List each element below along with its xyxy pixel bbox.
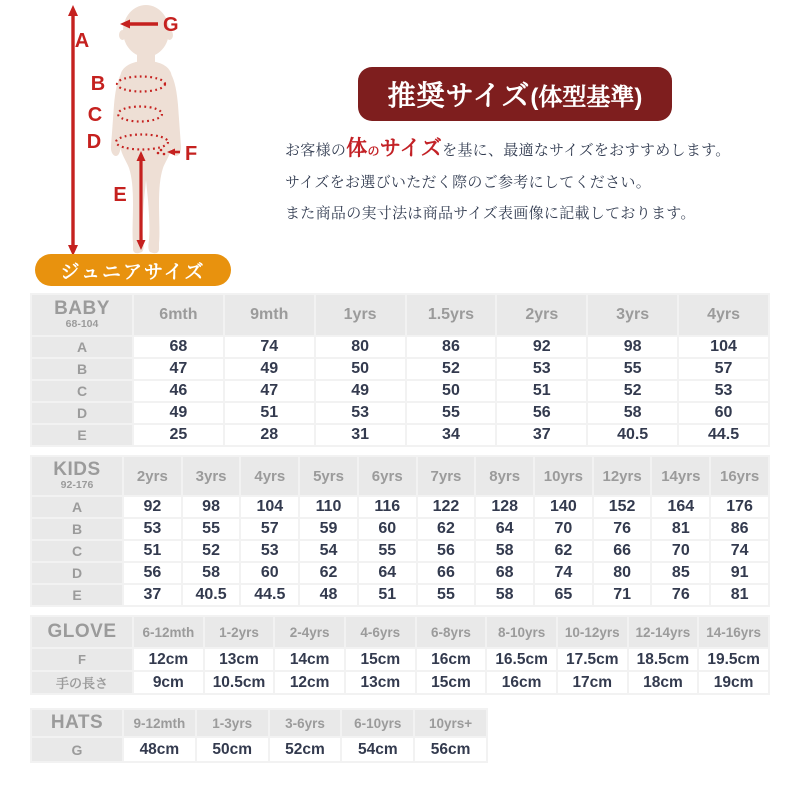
cell-value: 40.5 bbox=[183, 585, 240, 605]
cell-value: 15cm bbox=[417, 672, 486, 693]
cell-value: 92 bbox=[497, 337, 586, 357]
cell-value: 17cm bbox=[558, 672, 627, 693]
cell-value: 66 bbox=[594, 541, 651, 561]
cell-value: 16.5cm bbox=[487, 649, 556, 670]
cell-value: 53 bbox=[124, 519, 181, 539]
cell-value: 9cm bbox=[134, 672, 203, 693]
intro-line-1-em2: サイズ bbox=[379, 137, 443, 160]
cell-value: 44.5 bbox=[241, 585, 298, 605]
cell-value: 50 bbox=[407, 381, 496, 401]
intro-line-1-post: を基に、最適なサイズをおすすめします。 bbox=[442, 142, 731, 159]
cell-value: 53 bbox=[497, 359, 586, 379]
kids-size-table bbox=[30, 455, 770, 607]
column-header: 4yrs bbox=[679, 295, 768, 335]
cell-value: 62 bbox=[535, 541, 592, 561]
cell-value: 64 bbox=[359, 563, 416, 583]
cell-value: 58 bbox=[476, 585, 533, 605]
figure-label-F: F bbox=[185, 143, 198, 165]
cell-value: 16cm bbox=[417, 649, 486, 670]
intro-line-2: サイズをお選びいただく際のご参考にしてください。 bbox=[285, 174, 652, 191]
column-header: 14-16yrs bbox=[699, 617, 768, 647]
cell-value: 71 bbox=[594, 585, 651, 605]
table-title: GLOVE bbox=[47, 621, 117, 643]
table-row bbox=[32, 359, 768, 379]
cell-value: 31 bbox=[316, 425, 405, 445]
table-title-cell bbox=[32, 617, 132, 647]
column-header: 3yrs bbox=[588, 295, 677, 335]
cell-value: 56 bbox=[497, 403, 586, 423]
row-label: B bbox=[32, 519, 122, 539]
cell-value: 16cm bbox=[487, 672, 556, 693]
cell-value: 19.5cm bbox=[699, 649, 768, 670]
cell-value: 140 bbox=[535, 497, 592, 517]
column-header: 5yrs bbox=[300, 457, 357, 495]
table-title-cell bbox=[32, 457, 122, 495]
row-label: E bbox=[32, 585, 122, 605]
column-header: 2yrs bbox=[124, 457, 181, 495]
cell-value: 51 bbox=[497, 381, 586, 401]
cell-value: 49 bbox=[225, 359, 314, 379]
cell-value: 55 bbox=[588, 359, 677, 379]
column-header: 6yrs bbox=[359, 457, 416, 495]
table-row bbox=[32, 337, 768, 357]
cell-value: 74 bbox=[535, 563, 592, 583]
cell-value: 50 bbox=[316, 359, 405, 379]
figure-label-E: E bbox=[113, 184, 127, 206]
column-header: 2yrs bbox=[497, 295, 586, 335]
cell-value: 49 bbox=[134, 403, 223, 423]
cell-value: 176 bbox=[711, 497, 768, 517]
cell-value: 58 bbox=[588, 403, 677, 423]
cell-value: 56cm bbox=[415, 738, 486, 761]
cell-value: 80 bbox=[594, 563, 651, 583]
cell-value: 55 bbox=[418, 585, 475, 605]
intro-line-1-mid: の bbox=[367, 144, 380, 158]
column-header: 4yrs bbox=[241, 457, 298, 495]
column-header: 16yrs bbox=[711, 457, 768, 495]
cell-value: 50cm bbox=[197, 738, 268, 761]
cell-value: 81 bbox=[652, 519, 709, 539]
column-header: 9-12mth bbox=[124, 710, 195, 736]
cell-value: 76 bbox=[594, 519, 651, 539]
cell-value: 56 bbox=[418, 541, 475, 561]
table-title: KIDS bbox=[53, 459, 101, 481]
cell-value: 55 bbox=[359, 541, 416, 561]
cell-value: 52 bbox=[183, 541, 240, 561]
table-title: HATS bbox=[50, 712, 104, 734]
cell-value: 25 bbox=[134, 425, 223, 445]
table-row bbox=[32, 425, 768, 445]
cell-value: 55 bbox=[183, 519, 240, 539]
cell-value: 46 bbox=[134, 381, 223, 401]
row-label: E bbox=[32, 425, 132, 445]
hats-size-table bbox=[30, 708, 488, 763]
cell-value: 122 bbox=[418, 497, 475, 517]
cell-value: 74 bbox=[225, 337, 314, 357]
row-label: D bbox=[32, 563, 122, 583]
column-header: 7yrs bbox=[418, 457, 475, 495]
cell-value: 40.5 bbox=[588, 425, 677, 445]
cell-value: 57 bbox=[241, 519, 298, 539]
cell-value: 51 bbox=[359, 585, 416, 605]
column-header: 3yrs bbox=[183, 457, 240, 495]
column-header: 1-2yrs bbox=[205, 617, 274, 647]
cell-value: 14cm bbox=[275, 649, 344, 670]
row-label: 手の長さ bbox=[32, 672, 132, 693]
column-header: 8-10yrs bbox=[487, 617, 556, 647]
cell-value: 59 bbox=[300, 519, 357, 539]
cell-value: 53 bbox=[241, 541, 298, 561]
table-header-row bbox=[32, 457, 768, 495]
cell-value: 12cm bbox=[134, 649, 203, 670]
cell-value: 128 bbox=[476, 497, 533, 517]
cell-value: 52 bbox=[588, 381, 677, 401]
table-row bbox=[32, 738, 486, 761]
figure-label-A: A bbox=[74, 30, 90, 52]
figure-label-D: D bbox=[86, 131, 102, 153]
column-header: 14yrs bbox=[652, 457, 709, 495]
cell-value: 110 bbox=[300, 497, 357, 517]
cell-value: 62 bbox=[300, 563, 357, 583]
cell-value: 18cm bbox=[629, 672, 698, 693]
cell-value: 65 bbox=[535, 585, 592, 605]
cell-value: 70 bbox=[535, 519, 592, 539]
cell-value: 54 bbox=[300, 541, 357, 561]
figure-label-B: B bbox=[90, 73, 106, 95]
table-row bbox=[32, 563, 768, 583]
figure-label-G: G bbox=[163, 14, 179, 36]
page-title: 推奨サイズ bbox=[387, 80, 531, 111]
table-header-row bbox=[32, 710, 486, 736]
column-header: 10yrs bbox=[535, 457, 592, 495]
cell-value: 51 bbox=[225, 403, 314, 423]
cell-value: 104 bbox=[241, 497, 298, 517]
column-header: 2-4yrs bbox=[275, 617, 344, 647]
cell-value: 70 bbox=[652, 541, 709, 561]
cell-value: 81 bbox=[711, 585, 768, 605]
cell-value: 116 bbox=[359, 497, 416, 517]
cell-value: 57 bbox=[679, 359, 768, 379]
cell-value: 60 bbox=[679, 403, 768, 423]
column-header: 6mth bbox=[134, 295, 223, 335]
table-header-row bbox=[32, 295, 768, 335]
cell-value: 98 bbox=[183, 497, 240, 517]
column-header: 9mth bbox=[225, 295, 314, 335]
cell-value: 51 bbox=[124, 541, 181, 561]
cell-value: 68 bbox=[134, 337, 223, 357]
cell-value: 80 bbox=[316, 337, 405, 357]
table-title-cell bbox=[32, 710, 122, 736]
cell-value: 49 bbox=[316, 381, 405, 401]
cell-value: 52 bbox=[407, 359, 496, 379]
cell-value: 58 bbox=[183, 563, 240, 583]
cell-value: 66 bbox=[418, 563, 475, 583]
column-header: 8yrs bbox=[476, 457, 533, 495]
intro-line-3: また商品の実寸法は商品サイズ表画像に記載しております。 bbox=[285, 205, 696, 222]
cell-value: 56 bbox=[124, 563, 181, 583]
intro-line-1-em1: 体 bbox=[346, 137, 368, 160]
cell-value: 104 bbox=[679, 337, 768, 357]
intro-line-1-pre: お客様の bbox=[285, 142, 347, 159]
cell-value: 152 bbox=[594, 497, 651, 517]
cell-value: 85 bbox=[652, 563, 709, 583]
table-title-cell bbox=[32, 295, 132, 335]
row-label: F bbox=[32, 649, 132, 670]
title-banner bbox=[358, 67, 672, 121]
intro-text bbox=[285, 133, 755, 229]
row-label: B bbox=[32, 359, 132, 379]
column-header: 12-14yrs bbox=[629, 617, 698, 647]
table-range: 68-104 bbox=[65, 318, 99, 331]
cell-value: 55 bbox=[407, 403, 496, 423]
baby-size-table bbox=[30, 293, 770, 447]
column-header: 6-10yrs bbox=[342, 710, 413, 736]
cell-value: 19cm bbox=[699, 672, 768, 693]
cell-value: 60 bbox=[241, 563, 298, 583]
table-title: BABY bbox=[54, 298, 110, 320]
child-silhouette bbox=[111, 5, 181, 253]
cell-value: 28 bbox=[225, 425, 314, 445]
row-label: D bbox=[32, 403, 132, 423]
cell-value: 54cm bbox=[342, 738, 413, 761]
cell-value: 64 bbox=[476, 519, 533, 539]
table-range: 92-176 bbox=[60, 479, 94, 492]
glove-size-table bbox=[30, 615, 770, 695]
table-row bbox=[32, 381, 768, 401]
table-row bbox=[32, 649, 768, 670]
cell-value: 17.5cm bbox=[558, 649, 627, 670]
column-header: 12yrs bbox=[594, 457, 651, 495]
cell-value: 15cm bbox=[346, 649, 415, 670]
cell-value: 76 bbox=[652, 585, 709, 605]
cell-value: 47 bbox=[134, 359, 223, 379]
cell-value: 52cm bbox=[270, 738, 341, 761]
column-header: 6-8yrs bbox=[417, 617, 486, 647]
cell-value: 91 bbox=[711, 563, 768, 583]
column-header: 4-6yrs bbox=[346, 617, 415, 647]
cell-value: 92 bbox=[124, 497, 181, 517]
row-label: C bbox=[32, 541, 122, 561]
figure-label-C: C bbox=[87, 104, 103, 126]
cell-value: 53 bbox=[316, 403, 405, 423]
cell-value: 47 bbox=[225, 381, 314, 401]
cell-value: 60 bbox=[359, 519, 416, 539]
column-header: 1-3yrs bbox=[197, 710, 268, 736]
table-row bbox=[32, 585, 768, 605]
column-header: 3-6yrs bbox=[270, 710, 341, 736]
page-title-suffix: (体型基準) bbox=[530, 83, 643, 111]
cell-value: 13cm bbox=[346, 672, 415, 693]
cell-value: 98 bbox=[588, 337, 677, 357]
cell-value: 18.5cm bbox=[629, 649, 698, 670]
column-header: 1yrs bbox=[316, 295, 405, 335]
column-header: 6-12mth bbox=[134, 617, 203, 647]
table-row bbox=[32, 403, 768, 423]
cell-value: 10.5cm bbox=[205, 672, 274, 693]
junior-size-button[interactable]: ジュニアサイズ bbox=[35, 254, 231, 286]
table-row bbox=[32, 672, 768, 693]
cell-value: 86 bbox=[407, 337, 496, 357]
cell-value: 62 bbox=[418, 519, 475, 539]
cell-value: 48 bbox=[300, 585, 357, 605]
body-measurement-diagram bbox=[30, 0, 250, 262]
table-row bbox=[32, 519, 768, 539]
cell-value: 37 bbox=[124, 585, 181, 605]
cell-value: 74 bbox=[711, 541, 768, 561]
cell-value: 48cm bbox=[124, 738, 195, 761]
table-header-row bbox=[32, 617, 768, 647]
table-row bbox=[32, 497, 768, 517]
column-header: 10-12yrs bbox=[558, 617, 627, 647]
column-header: 10yrs+ bbox=[415, 710, 486, 736]
row-label: C bbox=[32, 381, 132, 401]
column-header: 1.5yrs bbox=[407, 295, 496, 335]
cell-value: 12cm bbox=[275, 672, 344, 693]
cell-value: 34 bbox=[407, 425, 496, 445]
cell-value: 164 bbox=[652, 497, 709, 517]
table-row bbox=[32, 541, 768, 561]
row-label: A bbox=[32, 497, 122, 517]
cell-value: 68 bbox=[476, 563, 533, 583]
row-label: G bbox=[32, 738, 122, 761]
intro-line-1 bbox=[285, 133, 755, 167]
cell-value: 44.5 bbox=[679, 425, 768, 445]
cell-value: 53 bbox=[679, 381, 768, 401]
cell-value: 37 bbox=[497, 425, 586, 445]
row-label: A bbox=[32, 337, 132, 357]
cell-value: 86 bbox=[711, 519, 768, 539]
cell-value: 13cm bbox=[205, 649, 274, 670]
cell-value: 58 bbox=[476, 541, 533, 561]
